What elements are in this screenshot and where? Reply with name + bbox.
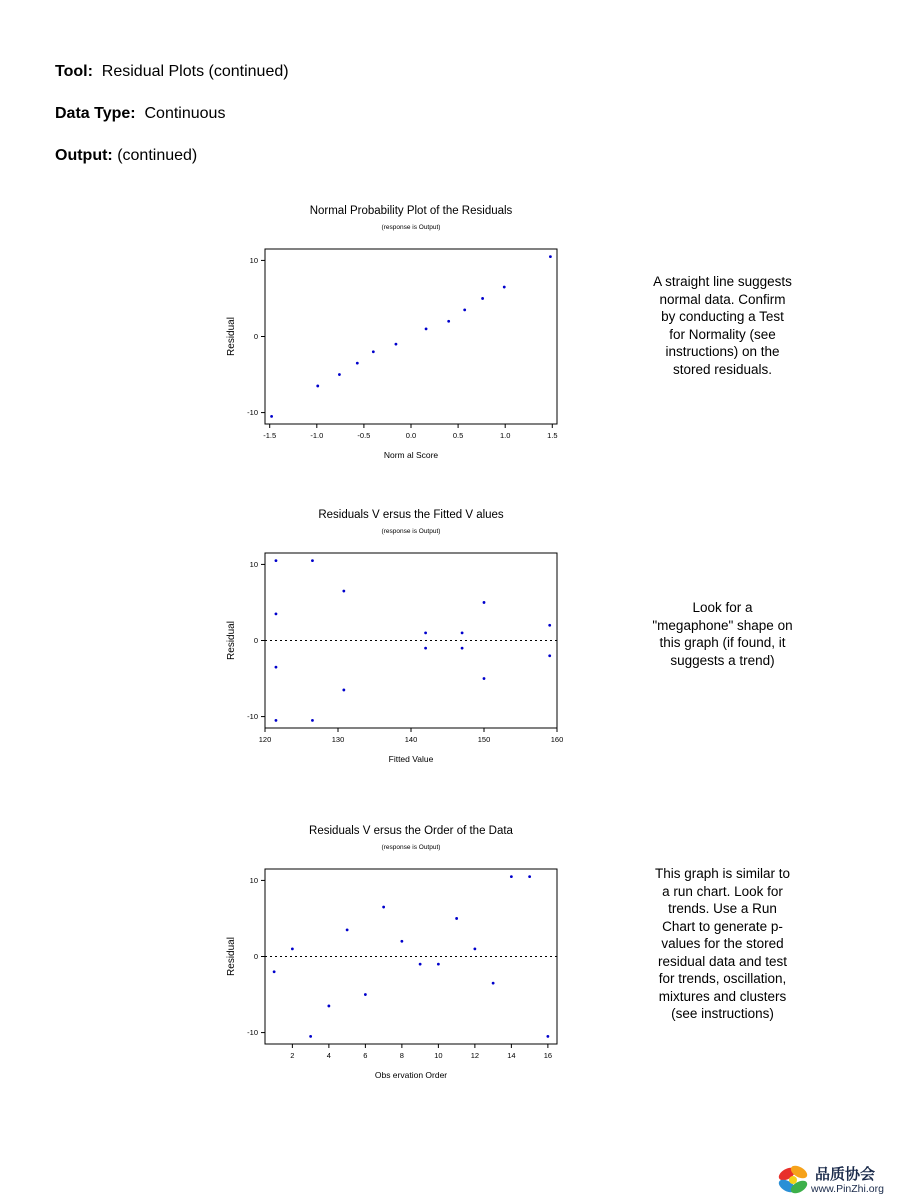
y-axis-label: Residual	[226, 317, 237, 356]
residuals-vs-fitted-svg	[215, 504, 585, 774]
data-point	[424, 631, 427, 634]
note-line: for Normality (see	[669, 326, 776, 342]
y-axis-label: Residual	[226, 621, 237, 660]
x-tick-label: -0.5	[357, 431, 371, 440]
note-line: (see instructions)	[671, 1006, 774, 1021]
note-line: for trends, oscillation,	[658, 971, 787, 986]
data-point	[483, 601, 486, 604]
x-tick-label: 12	[470, 1051, 480, 1060]
data-point	[461, 631, 464, 634]
data-point	[461, 647, 464, 650]
output-value: (continued)	[117, 147, 198, 164]
x-tick-label: 160	[550, 735, 564, 744]
data-point	[425, 327, 428, 330]
data-point	[356, 362, 359, 365]
data-point	[275, 612, 278, 615]
output-line	[55, 147, 197, 165]
chart-subtitle: (response is Output)	[381, 224, 441, 231]
chart-subtitle: (response is Output)	[381, 844, 441, 851]
x-axis-label: Norm al Score	[383, 450, 439, 460]
logo-name: 品质协会	[815, 1166, 876, 1183]
x-tick-label: 130	[331, 735, 345, 744]
y-tick-label: 0	[253, 952, 258, 961]
data-point	[275, 666, 278, 669]
note-line: normal data. Confirm	[659, 291, 786, 307]
data-point	[291, 947, 294, 950]
x-tick-label: 120	[258, 735, 272, 744]
note-line: this graph (if found, it	[659, 635, 786, 650]
data-point	[473, 947, 476, 950]
data-point	[463, 308, 466, 311]
note-order	[640, 865, 805, 1023]
data-point	[275, 559, 278, 562]
x-tick-label: 16	[543, 1051, 553, 1060]
data-point	[546, 1035, 549, 1038]
pinzhi-logo	[775, 1160, 900, 1200]
x-tick-label: 4	[326, 1051, 331, 1060]
note-line: instructions) on the	[665, 344, 780, 359]
note-line: "megaphone" shape on	[652, 617, 793, 633]
note-line: a run chart. Look for	[662, 883, 783, 899]
y-tick-label: -10	[247, 712, 258, 722]
x-tick-label: 1.5	[547, 431, 558, 440]
y-tick-label: 10	[249, 875, 258, 885]
data-point	[270, 415, 273, 418]
data-point	[309, 1035, 312, 1038]
y-tick-label: 10	[249, 559, 258, 569]
chart-title: Residuals V ersus the Fitted V alues	[318, 509, 504, 521]
data-point	[483, 677, 486, 680]
note-line: Chart to generate p-	[662, 918, 783, 934]
data-point	[548, 654, 551, 657]
data-point	[481, 297, 484, 300]
data-point	[395, 343, 398, 346]
note-line: by conducting a Test	[661, 309, 784, 324]
x-tick-label: 8	[399, 1051, 404, 1060]
x-tick-label: 0.0	[405, 431, 417, 440]
data-point	[510, 875, 513, 878]
x-tick-label: 2	[290, 1051, 295, 1060]
logo-url: www.PinZhi.org	[811, 1183, 884, 1195]
residuals-vs-order-chart	[215, 820, 585, 1090]
note-line: residual data and test	[657, 953, 788, 969]
data-point	[549, 255, 552, 258]
normal-probability-svg	[215, 200, 585, 470]
x-axis-label: Obs ervation Order	[374, 1070, 448, 1080]
data-point	[327, 1005, 330, 1008]
data-point	[447, 320, 450, 323]
chart-subtitle: (response is Output)	[381, 528, 441, 535]
tool-value: Residual Plots (continued)	[101, 63, 289, 80]
residuals-vs-fitted-chart	[215, 504, 585, 774]
chart-title: Residuals V ersus the Order of the Data	[309, 825, 513, 837]
data-point	[372, 350, 375, 353]
data-point	[492, 982, 495, 985]
data-point	[364, 993, 367, 996]
normal-probability-chart	[215, 200, 585, 470]
datatype-value: Continuous	[144, 105, 226, 122]
note-line: trends. Use a Run	[668, 901, 777, 916]
x-tick-label: 0.5	[452, 431, 464, 440]
datatype-label: Data Type:	[55, 105, 136, 122]
note-line: mixtures and clusters	[658, 988, 787, 1004]
data-point	[548, 624, 551, 627]
note-fitted-values	[640, 599, 805, 669]
note-line: This graph is similar to	[654, 866, 791, 881]
logo-center	[789, 1176, 797, 1184]
data-point	[346, 928, 349, 931]
y-tick-label: -10	[247, 408, 258, 418]
output-label: Output:	[55, 147, 113, 164]
data-point	[275, 719, 278, 722]
data-point	[528, 875, 531, 878]
pinzhi-logo-icon	[775, 1160, 815, 1200]
data-point	[338, 373, 341, 376]
plot-frame	[265, 249, 557, 424]
tool-label: Tool:	[55, 63, 93, 80]
chart-title: Normal Probability Plot of the Residuals	[309, 205, 513, 217]
data-point	[316, 385, 319, 388]
data-point	[311, 719, 314, 722]
data-point	[311, 559, 314, 562]
note-line: A straight line suggests	[653, 274, 792, 289]
x-axis-label: Fitted Value	[388, 754, 434, 764]
data-point	[455, 917, 458, 920]
y-axis-label: Residual	[226, 937, 237, 976]
note-line: suggests a trend)	[670, 652, 775, 668]
x-tick-label: -1.0	[310, 431, 324, 440]
x-tick-label: 6	[363, 1051, 368, 1060]
y-tick-label: 0	[253, 636, 258, 645]
x-tick-label: 1.0	[499, 431, 511, 440]
data-point	[400, 940, 403, 943]
y-tick-label: 10	[249, 255, 258, 265]
data-point	[342, 689, 345, 692]
y-tick-label: 0	[253, 332, 258, 341]
x-tick-label: 140	[404, 735, 418, 744]
y-tick-label: -10	[247, 1028, 258, 1038]
data-point	[503, 286, 506, 289]
note-line: values for the stored	[661, 936, 784, 951]
note-line: Look for a	[692, 600, 753, 615]
note-line: stored residuals.	[672, 361, 773, 377]
x-tick-label: 14	[507, 1051, 516, 1060]
datatype-line	[55, 105, 225, 123]
tool-line	[55, 63, 289, 81]
x-tick-label: 10	[434, 1051, 443, 1060]
data-point	[419, 963, 422, 966]
data-point	[437, 963, 440, 966]
data-point	[424, 647, 427, 650]
x-tick-label: 150	[477, 735, 491, 744]
data-point	[273, 970, 276, 973]
note-normal-probability	[640, 273, 805, 378]
residuals-vs-order-svg	[215, 820, 585, 1090]
data-point	[382, 906, 385, 909]
x-tick-label: -1.5	[263, 431, 277, 440]
data-point	[342, 590, 345, 593]
